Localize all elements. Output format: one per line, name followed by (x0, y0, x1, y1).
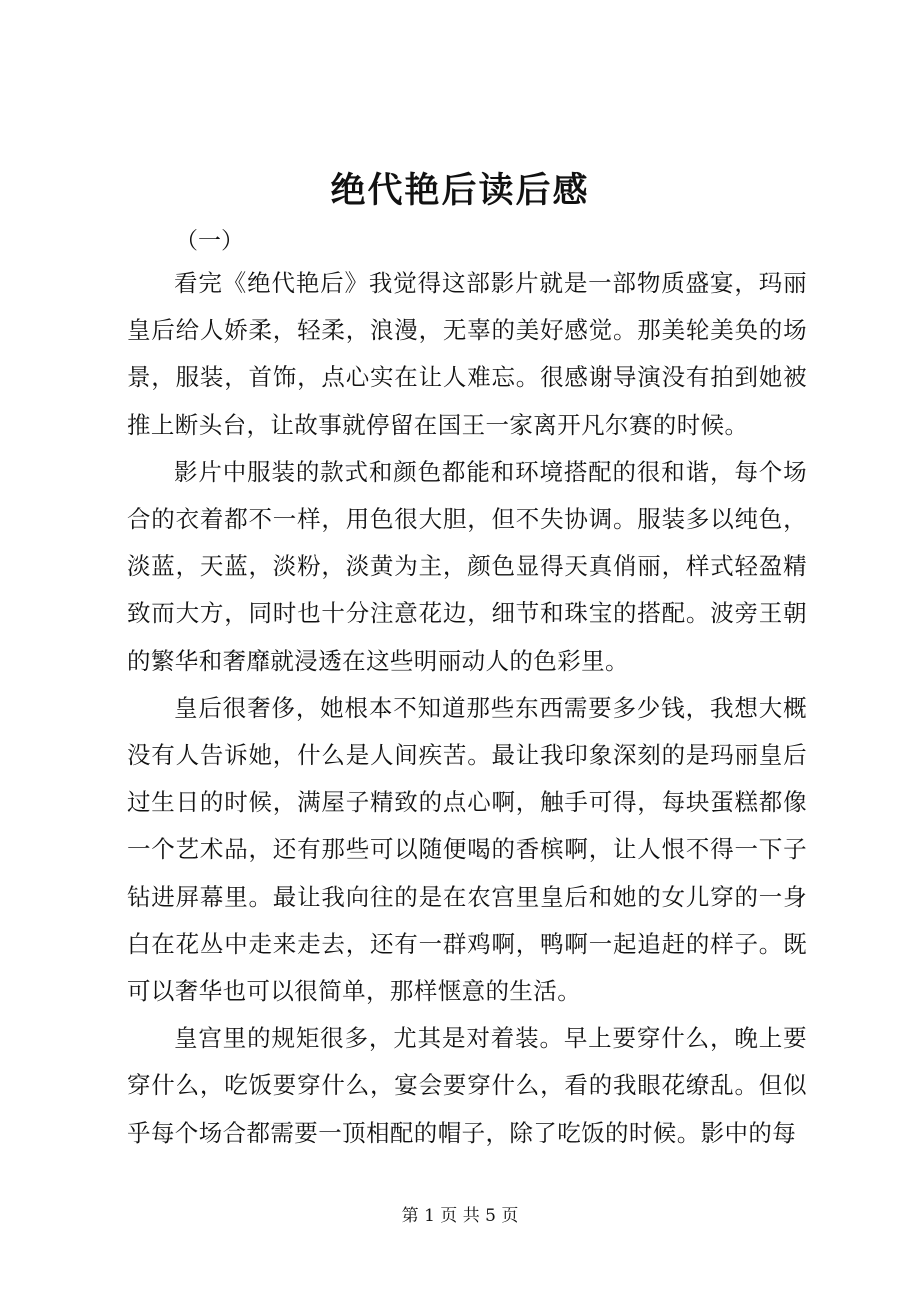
document-body (127, 260, 807, 1157)
section-label: （一） (175, 228, 244, 254)
paragraph-3: 皇后很奢侈，她根本不知道那些东西需要多少钱，我想大概没有人告诉她，什么是人间疾苦。最让我印象深刻的是玛丽皇后过生日的时候，满屋子精致的点心啊，触手可得，每块蛋糕都像一个艺术品，还有那些可以随便喝的香槟啊，让人恨不得一下子钻进屏幕里。最让我向往的是在农宫里皇后和她的女儿穿的一身白在花丛中走来走去，还有一群鸡啊，鸭啊一起追赶的样子。既可以奢华也可以很简单，那样惬意的生活。 (127, 693, 807, 1006)
paragraph-4: 皇宫里的规矩很多，尤其是对着装。早上要穿什么，晚上要穿什么，吃饭要穿什么，宴会要穿什么，看的我眼花缭乱。但似乎每个场合都需要一顶相配的帽子，除了吃饭的时候。影中的每 (127, 1024, 807, 1147)
paragraph-2: 影片中服装的款式和颜色都能和环境搭配的很和谐，每个场合的衣着都不一样，用色很大胆，但不失协调。服装多以纯色，淡蓝，天蓝，淡粉，淡黄为主，颜色显得天真俏丽，样式轻盈精致而大方，同时也十分注意花边，细节和珠宝的搭配。波旁王朝的繁华和奢靡就浸透在这些明丽动人的色彩里。 (127, 457, 807, 675)
page-footer: 第 1 页 共 5 页 (401, 1206, 519, 1226)
paragraph-1: 看完《绝代艳后》我觉得这部影片就是一部物质盛宴，玛丽皇后给人娇柔，轻柔，浪漫，无辜的美好感觉。那美轮美奂的场景，服装，首饰，点心实在让人难忘。很感谢导演没有拍到她被推上断头台，让故事就停留在国王一家离开凡尔赛的时候。 (127, 269, 807, 439)
document-title: 绝代艳后读后感 (330, 170, 590, 211)
